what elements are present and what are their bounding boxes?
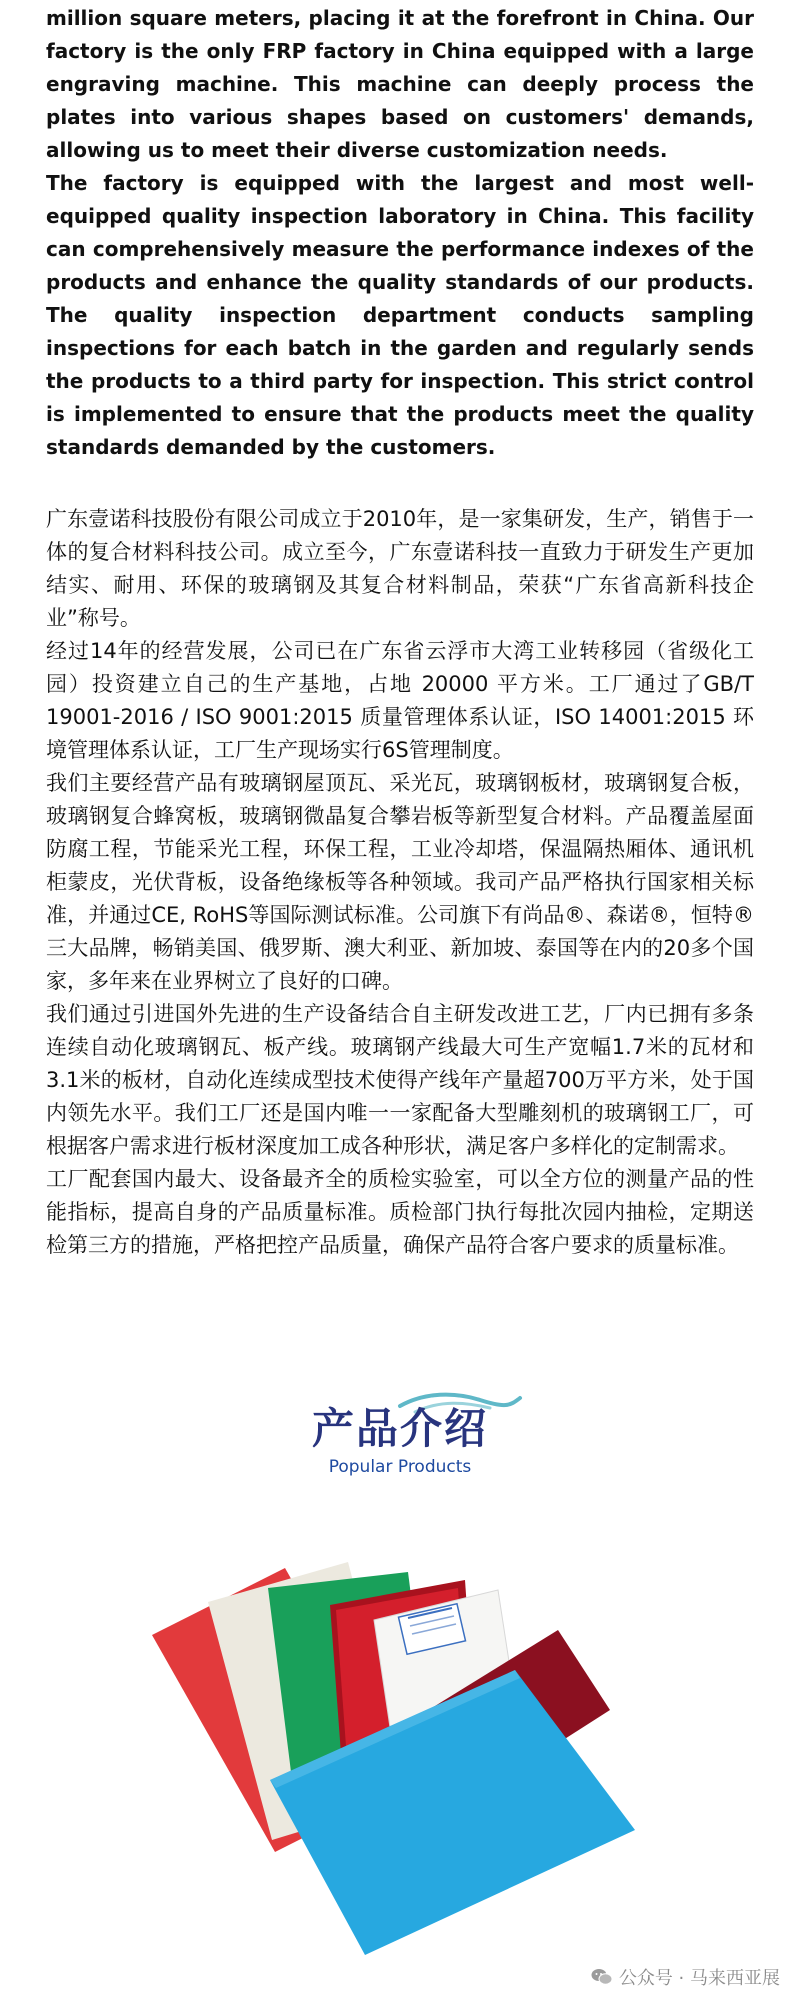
- wechat-icon: [591, 1968, 613, 1986]
- english-paragraph: million square meters, placing it at the forefront in China. Our factory is the only FRP factory in China equipped with a large engraving machine. This machine can deeply process the plates into various shapes based on customers' demands, allowing us to meet their diverse customization needs.: [46, 6, 754, 162]
- chinese-paragraph: 工厂配套国内最大、设备最齐全的质检实验室，可以全方位的测量产品的性能指标，提高自身的产品质量标准。质检部门执行每批次园内抽检，定期送检第三方的措施，严格把控产品质量，确保产品符合客户要求的质量标准。: [46, 1167, 754, 1257]
- chinese-paragraph: 广东壹诺科技股份有限公司成立于2010年，是一家集研发，生产，销售于一体的复合材料科技公司。成立至今，广东壹诺科技一直致力于研发生产更加结实、耐用、环保的玻璃钢及其复合材料制品，荣获“广东省高新科技企业”称号。: [46, 507, 754, 630]
- chinese-paragraph: 我们通过引进国外先进的生产设备结合自主研发改进工艺，厂内已拥有多条连续自动化玻璃钢瓦、板产线。玻璃钢产线最大可生产宽幅1.7米的瓦材和3.1米的板材，自动化连续成型技术使得产线年产量超700万平方米，处于国内领先水平。我们工厂还是国内唯一一家配备大型雕刻机的玻璃钢工厂，可根据客户需求进行板材深度加工成各种形状，满足客户多样化的定制需求。: [46, 1002, 754, 1158]
- section-title: 产品介绍: [311, 1404, 488, 1453]
- watermark: [591, 1964, 780, 1990]
- english-paragraph: The factory is equipped with the largest and most well-equipped quality inspection laboratory in China. This facility can comprehensively measure the performance indexes of the products and enhance the quality standards of our products. The quality inspection department conducts sampling inspections for each batch in the garden and regularly sends the products to a third party for inspection. This strict control is implemented to ensure that the products meet the quality standards demanded by the customers.: [46, 171, 754, 459]
- chinese-text-block: [46, 503, 754, 1262]
- frp-panels-image: [140, 1530, 660, 1960]
- section-heading: [0, 1390, 800, 1490]
- section-subtitle: Popular Products: [328, 1457, 472, 1477]
- watermark-text: 公众号 · 马来西亚展: [618, 1968, 780, 1989]
- english-text-block: [46, 2, 754, 464]
- chinese-paragraph: 经过14年的经营发展，公司已在广东省云浮市大湾工业转移园（省级化工园）投资建立自己的生产基地，占地 20000 平方米。工厂通过了GB/T 19001-2016 / ISO 9001:2015 质量管理体系认证，ISO 14001:2015 环境管理体系认证，工厂生产现场实行6S管理制度。: [46, 639, 754, 762]
- chinese-paragraph: 我们主要经营产品有玻璃钢屋顶瓦、采光瓦，玻璃钢板材，玻璃钢复合板，玻璃钢复合蜂窝板，玻璃钢微晶复合攀岩板等新型复合材料。产品覆盖屋面防腐工程，节能采光工程，环保工程，工业冷却塔，保温隔热厢体、通讯机柜蒙皮，光伏背板，设备绝缘板等各种领域。我司产品严格执行国家相关标准，并通过CE, RoHS等国际测试标准。公司旗下有尚品®、森诺®，恒特®三大品牌，畅销美国、俄罗斯、澳大利亚、新加坡、泰国等在内的20多个国家，多年来在业界树立了良好的口碑。: [46, 771, 754, 993]
